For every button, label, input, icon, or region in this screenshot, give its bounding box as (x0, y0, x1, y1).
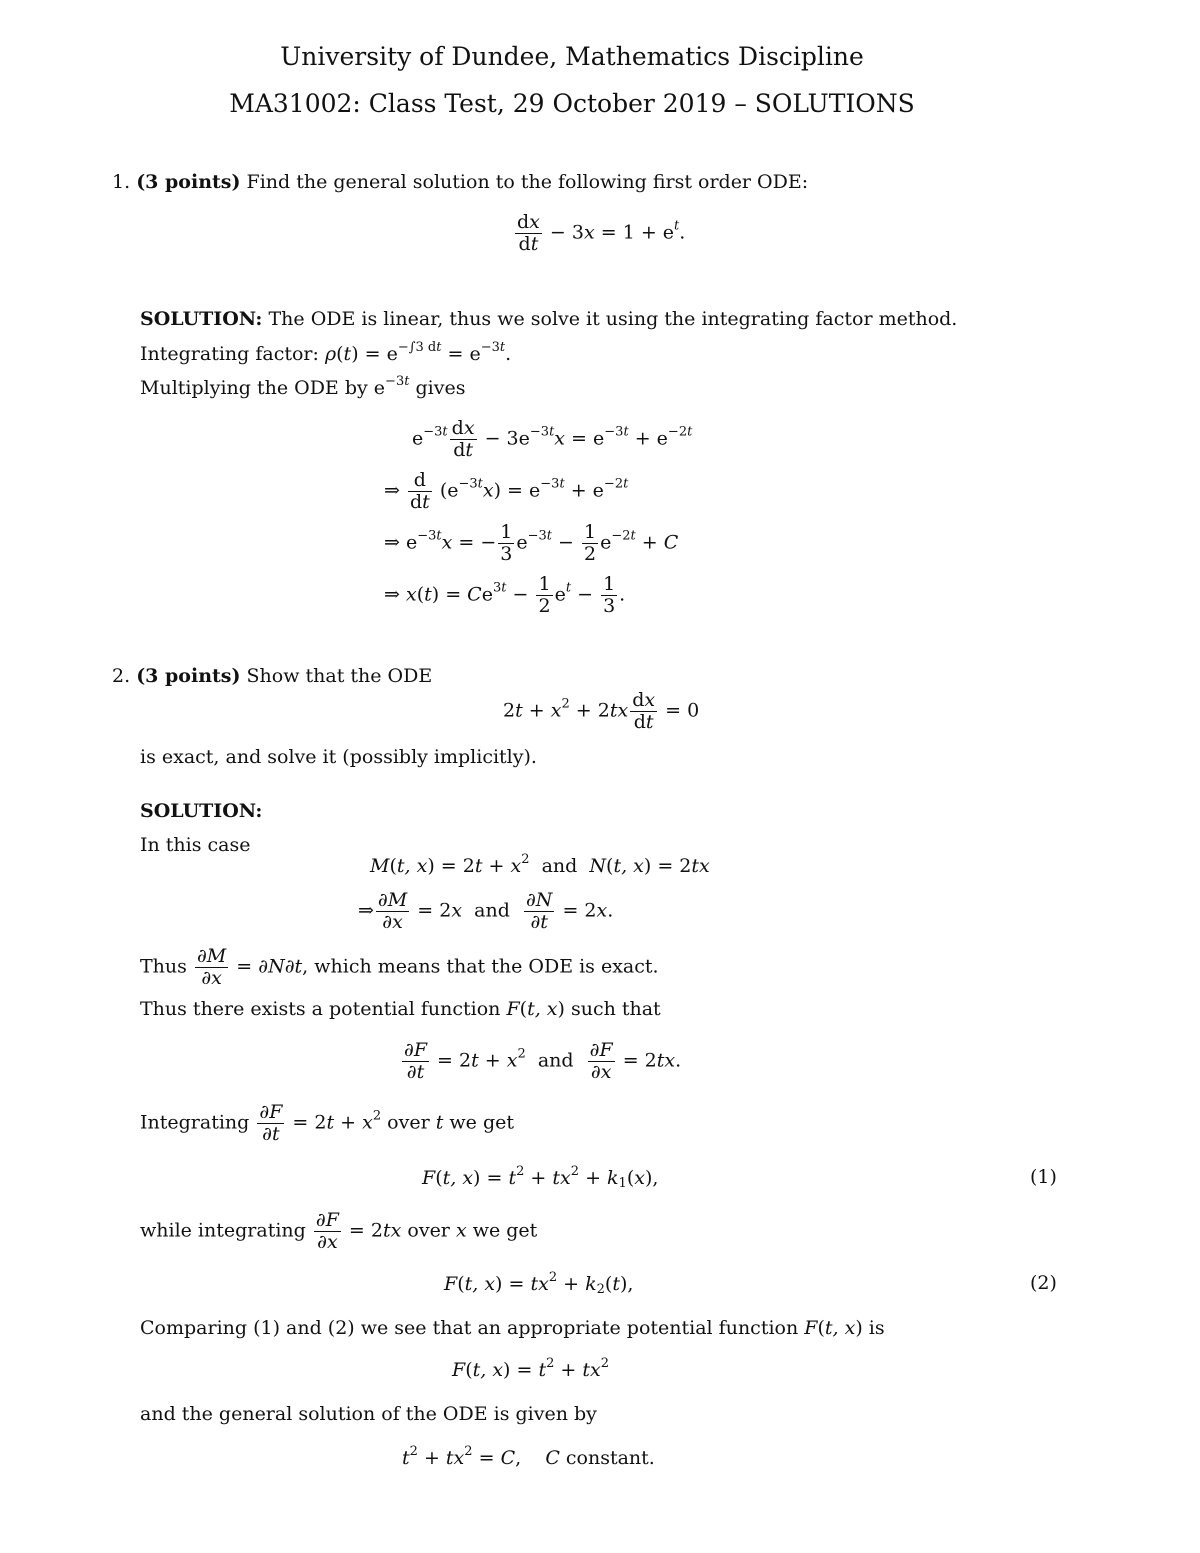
q2-ode-equation: $2t + x^2 + 2tx$ $\frac{dx}{dt}$ = 0 (503, 689, 700, 733)
q2-m-n-definition: M(t, $x) = 2t + x^2$ and N(t, x) = 2tx (370, 852, 710, 877)
equation-number-1: (1) (1030, 1166, 1057, 1188)
q1-ode-equation: $\frac{dx}{dt}$ − $3x = 1 + e^t$. (517, 211, 686, 255)
question-points: (3 points) (136, 171, 241, 193)
q2-solution-label: SOLUTION: (140, 800, 263, 822)
q1-step-1: $e^{-3t}$ $\frac{dx}{dt}$ − $3e^{-3t}x = e^{-3t} + e^{-2t}$ (412, 417, 693, 461)
question-1 (112, 170, 808, 194)
q2-potential-partials: $\frac{\partial F}{\partial t}$ = $2t + x^2$ and $\frac{\partial F}{\partial x}$ = 2tx. (404, 1039, 682, 1083)
q2-potential-intro: Thus there exists a potential function F(t, x) such that (140, 998, 661, 1020)
q2-general-solution-intro: and the general solution of the ODE is given by (140, 1403, 597, 1425)
equation-number-2: (2) (1030, 1272, 1057, 1294)
question-prompt: Find the general solution to the following first order ODE: (246, 171, 809, 193)
q2-integrating-x: while integrating $\frac{\partial F}{\partial x}$ = 2tx over x we get (140, 1209, 538, 1253)
q2-in-this-case: In this case (140, 834, 251, 856)
q2-partials: ⇒ $\frac{\partial M}{\partial x}$ = 2x and $\frac{\partial N}{\partial t}$ = 2x. (358, 889, 614, 933)
q1-step-2: ⇒ $\frac{d}{dt}$ $(e^{-3t}x) = e^{-3t} + e^{-2t}$ (384, 469, 629, 513)
q2-equation-2: F(t, $x) = tx^2 + k_2(t)$, (444, 1270, 634, 1297)
q2-equation-1: F(t, $x) = t^2 + tx^2 + k_1(x)$, (422, 1164, 659, 1191)
q1-step-4: ⇒ $x(t) = Ce^{3t}$ − $\frac{1}{2}$ $e^t$ − $\frac{1}{3}$ . (384, 573, 626, 617)
q1-step-3: ⇒ $e^{-3t}x$ = − $\frac{1}{3}$ $e^{-3t}$ − $\frac{1}{2}$ $e^{-2t} + C$ (384, 521, 679, 565)
question-number: 1. (112, 171, 131, 193)
q1-integrating-factor: Integrating factor: $\rho(t) = e^{-\int 3 dt} = e^{-3t}$. (140, 340, 512, 365)
question-2 (112, 664, 432, 688)
university-header: University of Dundee, Mathematics Discipline (280, 42, 864, 71)
question-points: (3 points) (136, 665, 241, 687)
q1-solution-intro: SOLUTION: The ODE is linear, thus we solve it using the integrating factor method. (140, 308, 958, 330)
question-prompt: Show that the ODE (246, 665, 433, 687)
question-number: 2. (112, 665, 131, 687)
q2-integrating-t: Integrating $\frac{\partial F}{\partial t}$ = $2t + x^2$ over t we get (140, 1101, 514, 1145)
q2-prompt-continued: is exact, and solve it (possibly implicitly). (140, 746, 537, 768)
q2-potential-function: F(t, $x) = t^2 + tx^2$ (452, 1356, 610, 1381)
q2-comparing: Comparing (1) and (2) we see that an appropriate potential function F(t, x) is (140, 1317, 885, 1339)
q2-general-solution: $t^2 + tx^2 = C$, C constant. (402, 1444, 655, 1469)
solution-label: SOLUTION: (140, 308, 263, 330)
q2-exact-statement: Thus $\frac{\partial M}{\partial x}$ = ∂N∂t, which means that the ODE is exact. (140, 945, 659, 989)
test-title: MA31002: Class Test, 29 October 2019 – SOLUTIONS (229, 89, 915, 118)
q1-multiply-line: Multiplying the ODE by $e^{-3t}$ gives (140, 374, 466, 399)
